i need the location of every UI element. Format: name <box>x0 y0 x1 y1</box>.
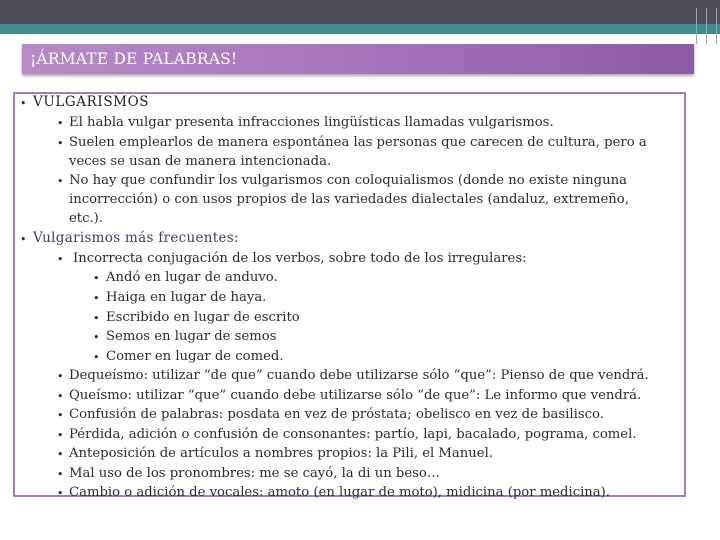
list-item: Anteposición de artículos a nombres propios: la Pili, el Manuel. <box>69 446 493 461</box>
bullet: • <box>93 292 100 305</box>
corner-mark <box>706 8 707 44</box>
list-item: Confusión de palabras: posdata en vez de próstata; obelisco en vez de basilisco. <box>69 407 604 422</box>
bullet: • <box>57 390 64 403</box>
list-item-continuation: veces se usan de manera intencionada. <box>69 154 332 169</box>
list-item: Cambio o adición de vocales: amoto (en lugar de moto), midicina (por medicina). <box>69 485 610 500</box>
heading-vulgarismos: VULGARISMOS <box>33 94 150 110</box>
bullet: • <box>57 117 64 130</box>
list-item: Pérdida, adición o confusión de consonantes: partío, lapi, bacalado, pograma, comel. <box>69 427 637 442</box>
bullet: • <box>57 448 64 461</box>
bullet: • <box>93 351 100 364</box>
top-band <box>0 0 720 24</box>
bullet: • <box>57 253 64 266</box>
list-item: Mal uso de los pronombres: me se cayó, la di un beso… <box>69 466 441 481</box>
bullet: • <box>57 487 64 500</box>
corner-mark <box>696 8 697 44</box>
title-bar <box>22 44 694 74</box>
bullet: • <box>93 312 100 325</box>
list-item: Escribido en lugar de escrito <box>106 310 300 325</box>
list-item: Incorrecta conjugación de los verbos, sobre todo de los irregulares: <box>73 251 527 266</box>
slide-title: ¡ÁRMATE DE PALABRAS! <box>30 50 238 68</box>
bullet: • <box>57 175 64 188</box>
bullet: • <box>93 272 100 285</box>
list-item-continuation: incorrección) o con usos propios de las variedades dialectales (andaluz, extremeño, <box>69 192 629 207</box>
list-item: Dequeísmo: utilizar “de que” cuando debe utilizarse sólo “que”: Pienso de que vendrá. <box>69 368 649 383</box>
list-item: Haiga en lugar de haya. <box>106 290 267 305</box>
heading-vulgarismos-frecuentes: Vulgarismos más frecuentes: <box>33 230 239 246</box>
list-item: No hay que confundir los vulgarismos con coloquialismos (donde no existe ninguna <box>69 173 627 188</box>
bullet: • <box>20 97 27 110</box>
bullet: • <box>57 137 64 150</box>
list-item-continuation: etc.). <box>69 211 104 226</box>
bullet: • <box>57 468 64 481</box>
list-item: Queísmo: utilizar “que” cuando debe utilizarse sólo “de que”: Le informo que vendrá. <box>69 388 642 403</box>
bullet: • <box>57 429 64 442</box>
corner-mark <box>716 8 717 44</box>
list-item: Semos en lugar de semos <box>106 329 277 344</box>
top-band-accent <box>0 24 720 34</box>
bullet: • <box>20 233 27 246</box>
list-item: Andó en lugar de anduvo. <box>106 270 278 285</box>
bullet: • <box>93 331 100 344</box>
list-item: El habla vulgar presenta infracciones lingüísticas llamadas vulgarismos. <box>69 115 554 130</box>
list-item: Comer en lugar de comed. <box>106 349 284 364</box>
list-item: Suelen emplearlos de manera espontánea las personas que carecen de cultura, pero a <box>69 135 647 150</box>
bullet: • <box>57 370 64 383</box>
bullet: • <box>57 409 64 422</box>
